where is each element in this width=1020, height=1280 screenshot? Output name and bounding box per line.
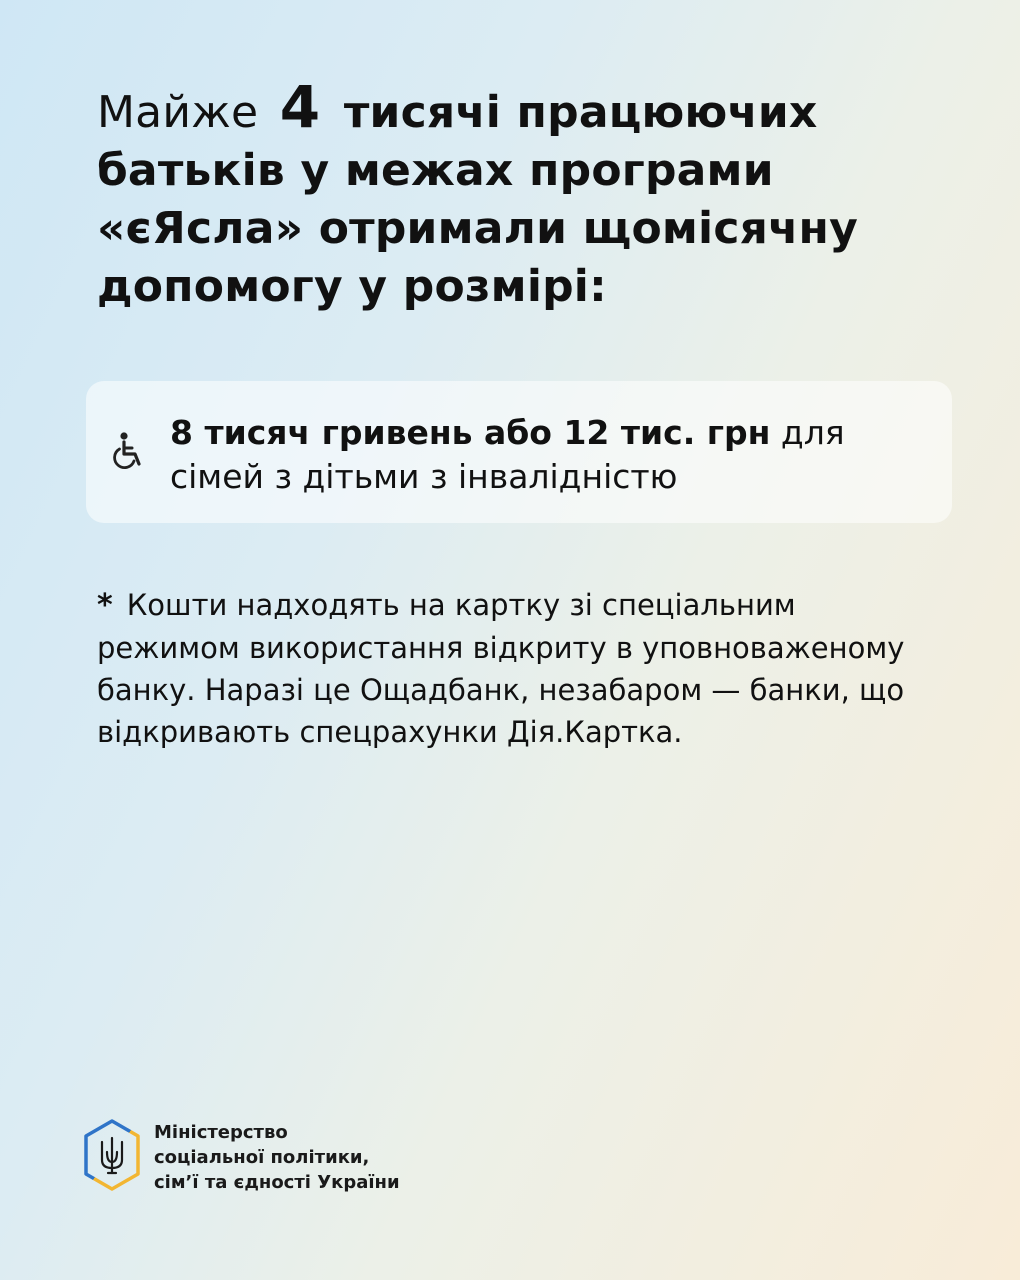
amount-card [86,381,952,523]
amount-value: 8 тисяч гривень або 12 тис. грн [170,413,771,452]
footnote-marker: * [97,588,113,623]
ministry-name-line-3: сім’ї та єдності України [154,1172,400,1193]
amount-description: для сімей з дітьми з інвалідністю [170,413,845,496]
ministry-name-line-2: соціальної політики, [154,1147,370,1168]
headline [97,73,957,316]
headline-rest: тисячі працюючих батьків у межах програми «єЯсла» отримали щомісячну допомогу у розмірі: [97,87,858,312]
footnote-text: Кошти надходять на картку зі спеціальним режимом використання відкриту в уповноваженому банку. Наразі це Ощадбанк, незабаром — банки, що відкривають спецрахунки Дія.Картка. [97,588,905,749]
footnote [97,584,927,753]
trident-emblem-icon [82,1118,142,1192]
headline-prefix: Майже [97,87,259,138]
wheelchair-icon [110,431,146,471]
headline-number: 4 [279,73,321,141]
ministry-logo [82,1118,502,1192]
ministry-name-line-1: Міністерство [154,1122,288,1143]
amount-text [170,411,930,499]
ministry-name [154,1120,494,1195]
